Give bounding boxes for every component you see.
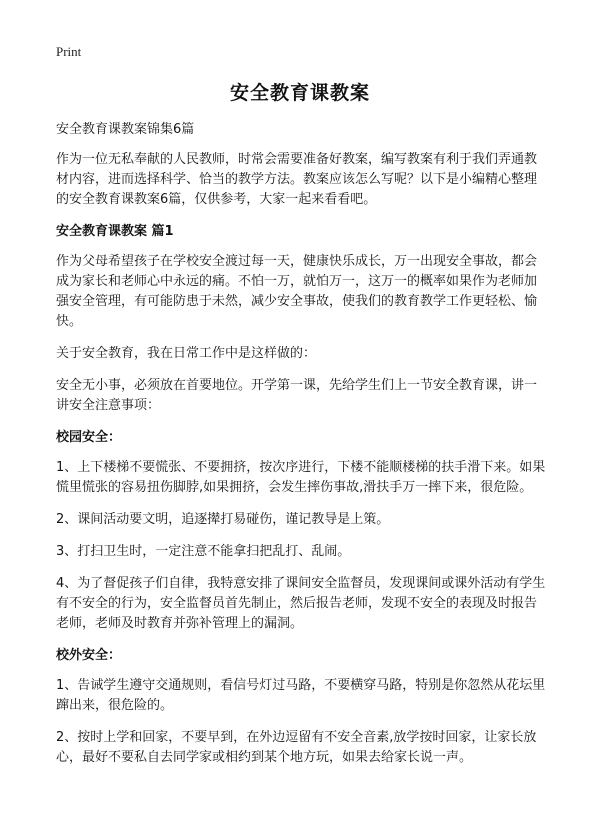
list-item: 1、告诫学生遵守交通规则，看信号灯过马路，不要横穿马路，特别是你忽然从花坛里蹿出来，很危险的。: [56, 678, 546, 713]
section-heading: 安全教育课教案 篇1: [56, 224, 174, 239]
list-item: 2、课间活动要文明，追逐撵打易碰伤，谨记教导是上策。: [56, 512, 390, 527]
intro-paragraph: 作为一位无私奉献的人民教师，时常会需要准备好教案，编写教案有利于我们弄通教材内容，进而选择科学、恰当的教学方法。教案应该怎么写呢？以下是小编精心整理的安全教育课教案6篇，仅供参考，大家一起来看看吧。: [56, 152, 538, 207]
document-subtitle: 安全教育课教案锦集6篇: [56, 122, 195, 137]
list-item: 3、打扫卫生时，一定注意不能拿扫把乱打、乱闹。: [56, 544, 351, 559]
document-title: 安全教育课教案: [229, 82, 370, 104]
campus-safety-heading: 校园安全：: [56, 430, 122, 445]
list-item: 4、为了督促孩子们自律，我特意安排了课间安全监督员，发现课间或课外活动有学生有不安全的行为，安全监督员首先制止，然后报告老师，发现不安全的表现及时报告老师，老师及时教育并弥补管理上的漏洞。: [56, 576, 546, 631]
list-item: 1、上下楼梯不要慌张、不要拥挤，按次序进行，下楼不能顺楼梯的扶手滑下来。如果慌里慌张的容易扭伤脚脖,如果拥挤，会发生摔伤事故,滑扶手万一摔下来，很危险。: [56, 460, 546, 495]
paragraph: 关于安全教育，我在日常工作中是这样做的：: [56, 346, 317, 361]
offcampus-safety-heading: 校外安全：: [56, 648, 122, 663]
paragraph: 安全无小事，必须放在首要地位。开学第一课，先给学生们上一节安全教育课，讲一讲安全注意事项：: [56, 378, 538, 413]
document-body: [56, 120, 548, 780]
paragraph: 作为父母希望孩子在学校安全渡过每一天，健康快乐成长，万一出现安全事故，都会成为家长和老师心中永远的痛。不怕一万，就怕万一，这万一的概率如果作为老师加强安全管理，有可能防患于未然，减少安全事故，使我们的教育教学工作更轻松、愉快。: [56, 254, 538, 329]
list-item: 2、按时上学和回家，不要早到，在外边逗留有不安全音素,放学按时回家，让家长放心，最好不要私自去同学家或相约到某个地方玩，如果去给家长说一声。: [56, 730, 537, 765]
print-label: Print: [56, 44, 82, 59]
